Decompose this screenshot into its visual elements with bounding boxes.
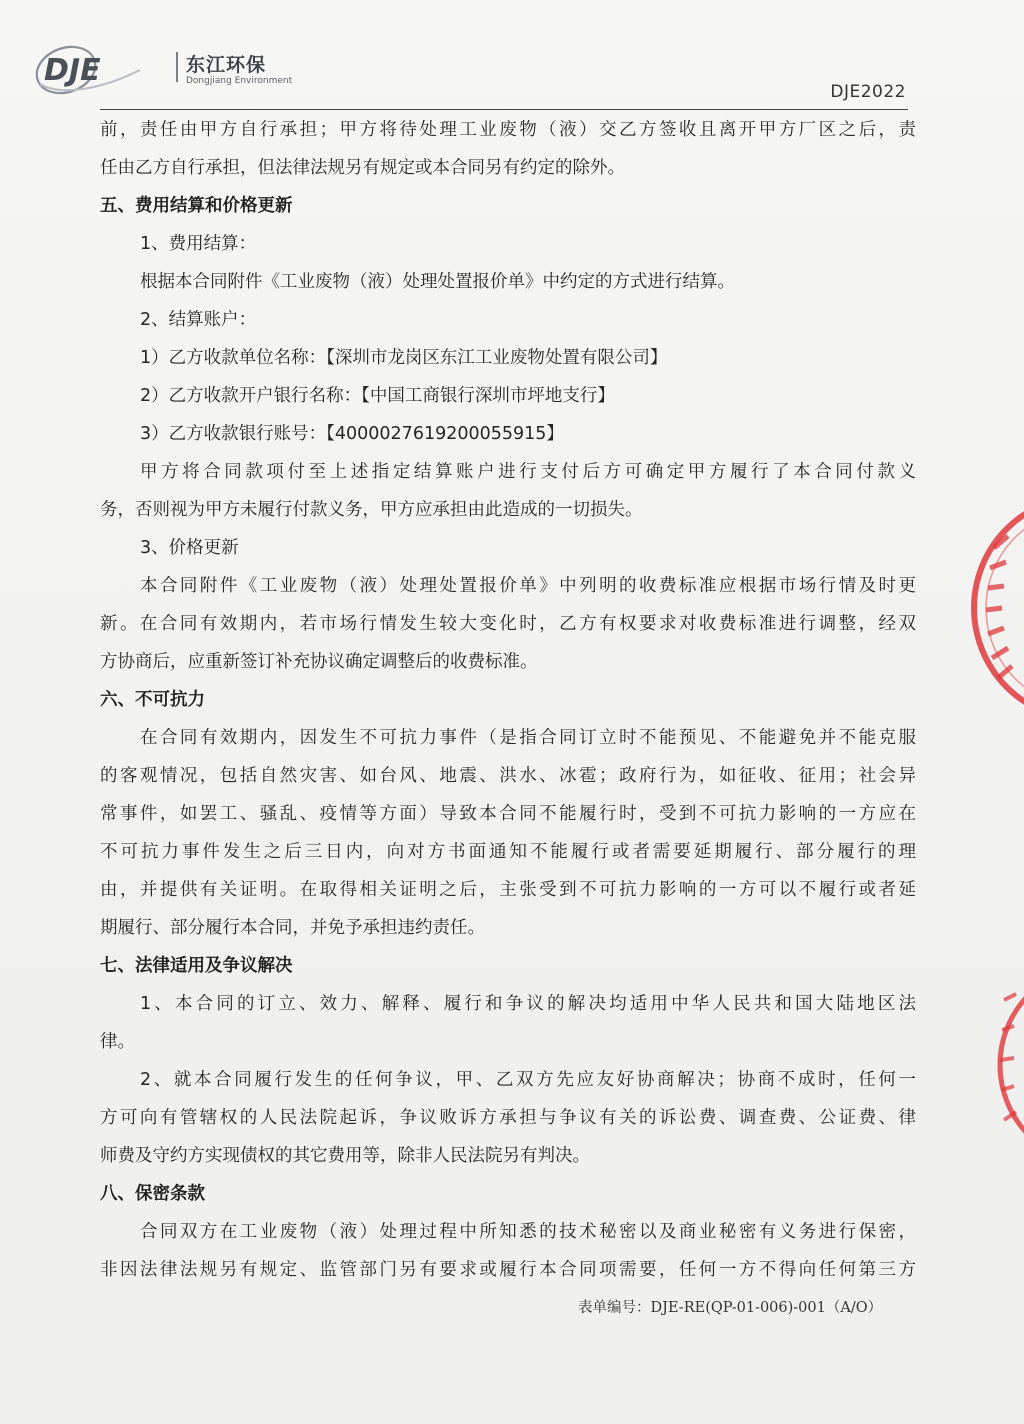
body-text-line: 方协商后，应重新签订补充协议确定调整后的收费标准。 bbox=[100, 652, 538, 672]
company-name-en: Dongjiang Environment bbox=[186, 76, 293, 86]
section-heading: 七、法律适用及争议解决 bbox=[100, 956, 293, 976]
body-text-line: 2、就本合同履行发生的任何争议，甲、乙双方先应友好协商解决；协商不成时，任何一 bbox=[140, 1070, 916, 1090]
body-text-line: 新。在合同有效期内，若市场行情发生较大变化时，乙方有权要求对收费标准进行调整，经双 bbox=[100, 614, 916, 634]
body-text-line: 2）乙方收款开户银行名称：【中国工商银行深圳市坪地支行】 bbox=[140, 386, 615, 406]
body-text-line: 甲方将合同款项付至上述指定结算账户进行支付后方可确定甲方履行了本合同付款义 bbox=[140, 462, 916, 482]
logo-text: DJE bbox=[44, 53, 101, 88]
body-text-line: 合同双方在工业废物（液）处理过程中所知悉的技术秘密以及商业秘密有义务进行保密， bbox=[140, 1222, 916, 1242]
form-number: 表单编号：DJE-RE(QP-01-006)-001（A/O） bbox=[578, 1300, 883, 1316]
section-heading: 五、费用结算和价格更新 bbox=[100, 196, 293, 216]
body-text-line: 在合同有效期内，因发生不可抗力事件（是指合同订立时不能预见、不能避免并不能克服 bbox=[140, 728, 916, 748]
company-logo bbox=[30, 40, 293, 100]
header-divider bbox=[100, 109, 908, 110]
body-text-line: 任由乙方自行承担，但法律法规另有规定或本合同另有约定的除外。 bbox=[100, 158, 625, 178]
document-code: DJE2022 bbox=[830, 82, 906, 102]
body-text-line: 1）乙方收款单位名称：【深圳市龙岗区东江工业废物处置有限公司】 bbox=[140, 348, 668, 368]
body-text-line: 不可抗力事件发生之后三日内，向对方书面通知不能履行或者需要延期履行、部分履行的理 bbox=[100, 842, 916, 862]
section-heading: 六、不可抗力 bbox=[100, 690, 205, 710]
logo-divider bbox=[176, 52, 178, 82]
body-text-line: 1、本合同的订立、效力、解释、履行和争议的解决均适用中华人民共和国大陆地区法 bbox=[140, 994, 916, 1014]
body-text-line: 常事件，如罢工、骚乱、疫情等方面）导致本合同不能履行时，受到不可抗力影响的一方应在 bbox=[100, 804, 916, 824]
company-name-cn: 东江环保 bbox=[186, 54, 267, 76]
body-text-line: 非因法律法规另有规定、监管部门另有要求或履行本合同项需要，任何一方不得向任何第三方 bbox=[100, 1260, 916, 1280]
body-text-line: 由，并提供有关证明。在取得相关证明之后，主张受到不可抗力影响的一方可以不履行或者延 bbox=[100, 880, 916, 900]
company-seal-icon bbox=[968, 488, 1024, 728]
body-text-line: 务，否则视为甲方未履行付款义务，甲方应承担由此造成的一切损失。 bbox=[100, 500, 643, 520]
body-text-line: 2、结算账户： bbox=[140, 310, 257, 330]
contract-body bbox=[100, 111, 916, 1289]
body-text-line: 的客观情况，包括自然灾害、如台风、地震、洪水、冰雹；政府行为，如征收、征用；社会异 bbox=[100, 766, 916, 786]
body-text-line: 前，责任由甲方自行承担；甲方将待处理工业废物（液）交乙方签收且离开甲方厂区之后，责 bbox=[100, 120, 916, 140]
body-text-line: 师费及守约方实现债权的其它费用等，除非人民法院另有判决。 bbox=[100, 1146, 590, 1166]
body-text-line: 本合同附件《工业废物（液）处理处置报价单》中列明的收费标准应根据市场行情及时更 bbox=[140, 576, 916, 596]
body-text-line: 3）乙方收款银行账号：【4000027619200055915】 bbox=[140, 424, 564, 444]
body-text-line: 方可向有管辖权的人民法院起诉，争议败诉方承担与争议有关的诉讼费、调查费、公证费、律 bbox=[100, 1108, 916, 1128]
body-text-line: 1、费用结算： bbox=[140, 234, 257, 254]
body-text-line: 根据本合同附件《工业废物（液）处理处置报价单》中约定的方式进行结算。 bbox=[140, 272, 735, 292]
dje-logo-icon bbox=[30, 40, 148, 98]
body-text-line: 3、价格更新 bbox=[140, 538, 239, 558]
body-text-line: 期履行、部分履行本合同，并免予承担违约责任。 bbox=[100, 918, 485, 938]
body-text-line: 律。 bbox=[100, 1032, 135, 1052]
seal-fragment-icon bbox=[990, 960, 1024, 1170]
section-heading: 八、保密条款 bbox=[100, 1184, 205, 1204]
